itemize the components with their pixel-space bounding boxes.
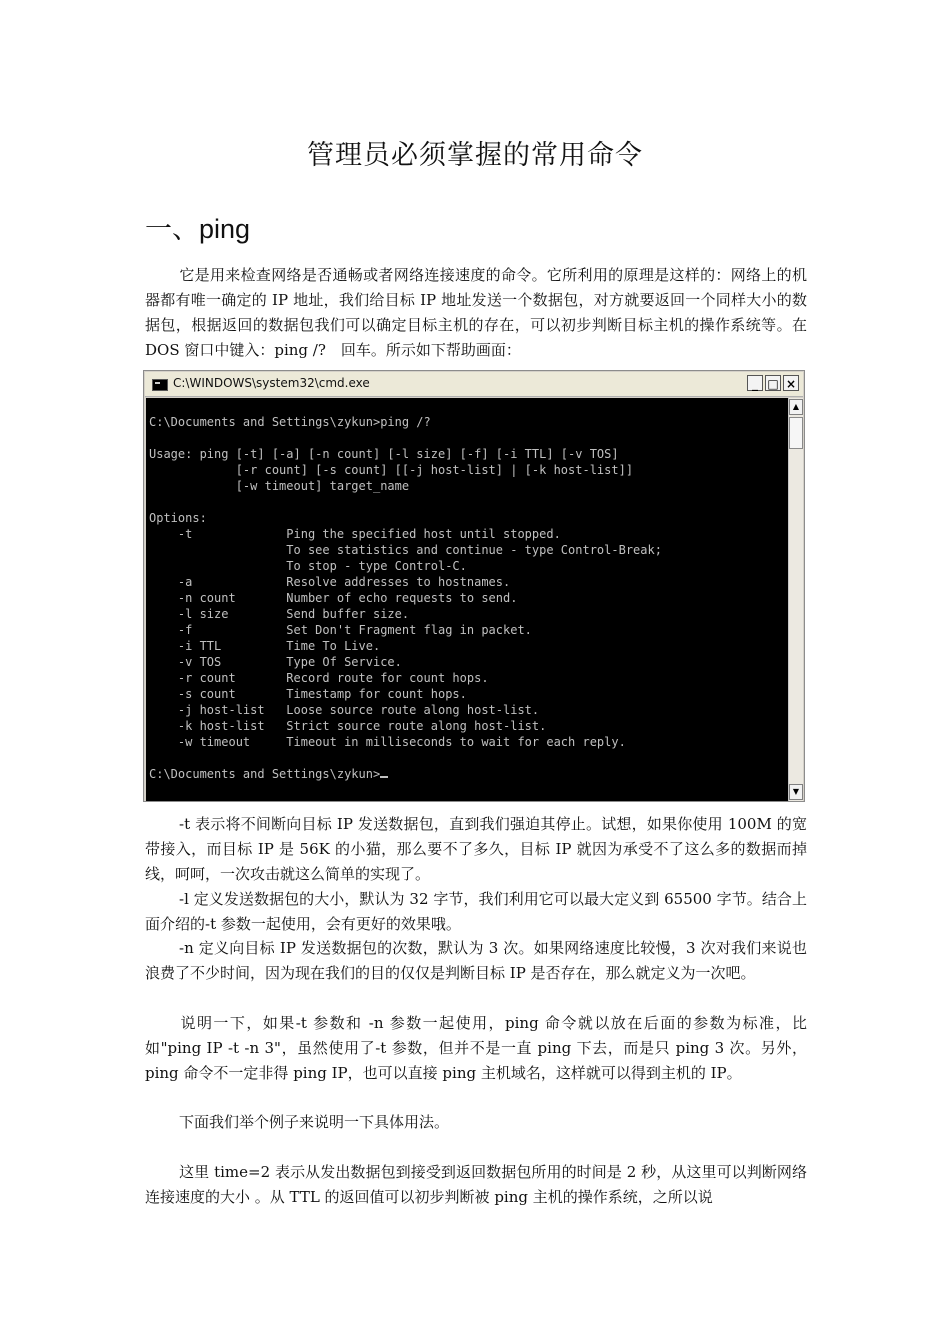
- console-text-block: [146, 398, 788, 782]
- paragraph-text: -n 定义向目标 IP 发送数据包的次数，默认为 3 次。如果网络速度比较慢，3 次对我们来说也浪费了不少时间，因为现在我们的目的仅仅是判断目标 IP 是否存在，那么就定义为一次吧。: [145, 939, 807, 982]
- window-title: C:\WINDOWS\system32\cmd.exe: [173, 376, 370, 390]
- scrollbar-thumb[interactable]: [789, 417, 803, 449]
- text-cursor: [380, 776, 388, 778]
- close-button[interactable]: ×: [783, 375, 799, 391]
- paragraph-intro: [145, 263, 807, 363]
- paragraph-text: 它是用来检查网络是否通畅或者网络连接速度的命令。它所利用的原理是这样的：网络上的机器都有唯一确定的 IP 地址，我们给目标 IP 地址发送一个数据包，对方就要返回一个同样大小的数据包，根据返回的数据包我们可以确定目标主机的存在，可以初步判断目标主机的操作系统等。在 DOS 窗口中键入：ping /? 回车。所示如下帮助画面：: [145, 266, 807, 359]
- paragraph-text: 说明一下，如果-t 参数和 -n 参数一起使用，ping 命令就以放在后面的参数为标准，比如"ping IP -t -n 3"，虽然使用了-t 参数，但并不是一直 ping 下去，而是只 ping 3 次。另外，ping 命令不一定非得 ping IP，也可以直接 ping 主机域名，这样就可以得到主机的 IP。: [145, 1014, 807, 1082]
- paragraph-l-option: [145, 887, 807, 937]
- section-name: ping: [199, 214, 251, 244]
- paragraph-text: 这里 time=2 表示从发出数据包到接受到返回数据包所用的时间是 2 秒，从这里可以判断网络连接速度的大小 。从 TTL 的返回值可以初步判断被 ping 主机的操作系统，之所以说: [145, 1163, 807, 1206]
- section-heading: [145, 210, 250, 249]
- console-output[interactable]: [146, 398, 788, 801]
- paragraph-t-option: [145, 812, 807, 887]
- section-number: 一、: [145, 214, 199, 245]
- paragraph-note: [145, 1011, 807, 1086]
- maximize-button[interactable]: □: [765, 375, 781, 391]
- console-app-icon: [152, 379, 168, 391]
- paragraph-text: -l 定义发送数据包的大小，默认为 32 字节，我们利用它可以最大定义到 65500 字节。结合上面介绍的-t 参数一起使用，会有更好的效果哦。: [145, 890, 807, 933]
- paragraph-time-ttl: [145, 1160, 807, 1210]
- minimize-button[interactable]: _: [747, 375, 763, 391]
- paragraph-example-intro: [145, 1110, 807, 1135]
- paragraph-text: 下面我们举个例子来说明一下具体用法。: [179, 1113, 450, 1131]
- scroll-down-arrow-icon[interactable]: ▼: [789, 784, 803, 800]
- vertical-scrollbar[interactable]: [788, 398, 803, 801]
- cmd-window: [143, 370, 805, 802]
- paragraph-n-option: [145, 936, 807, 986]
- window-titlebar[interactable]: [145, 372, 803, 397]
- scroll-up-arrow-icon[interactable]: ▲: [789, 399, 803, 415]
- document-title: 管理员必须掌握的常用命令: [307, 140, 643, 171]
- console-prompt: C:\Documents and Settings\zykun>: [149, 767, 381, 781]
- paragraph-text: -t 表示将不间断向目标 IP 发送数据包，直到我们强迫其停止。试想，如果你使用 100M 的宽带接入，而目标 IP 是 56K 的小猫，那么要不了多久，目标 IP 就因为承受不了这么多的数据而掉线，呵呵，一次攻击就这么简单的实现了。: [145, 815, 807, 883]
- console-help-text: C:\Documents and Settings\zykun>ping /? Usage: ping [-t] [-a] [-n count] [-l size] [-f] [-i TTL] [-v TOS] [-r count] [-s count] [[-j host-list] | [-k host-list]] [-w timeout] target_name Options: -t Ping the specified host until stopped. To see statistics and continue - type Control-Break; To stop - type Control-C. -a Resolve addresses to hostnames. -n count Number of echo requests to send. -l size Send buffer size. -f Set Don't Fragment flag in packet. -i TTL Time To Live. -v TOS Type Of Service. -r count Record route for count hops. -s count Timestamp for count hops. -j host-list Loose source route along host-list. -k host-list Strict source route along host-list. -w timeout Timeout in milliseconds to wait for each reply.: [149, 415, 662, 749]
